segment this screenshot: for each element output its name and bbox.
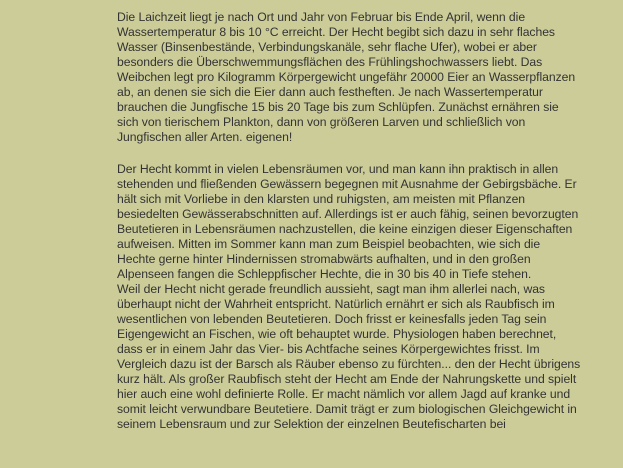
paragraph-2-line: Der Hecht kommt in vielen Lebensräumen vor, und man kann ihn praktisch in allen	[117, 162, 559, 176]
paragraph-2-line: dass er in einem Jahr das Vier- bis Achtfache seines Körpergewichtes frisst. Im	[117, 342, 540, 356]
paragraph-1-line: brauchen die Jungfische 15 bis 20 Tage bis zum Schlüpfen. Zunächst ernähren sie	[117, 100, 559, 114]
paragraph-1-line: ab, an denen sie sich die Eier dann auch festheften. Je nach Wassertemperatur	[117, 85, 543, 99]
paragraph-1-line: besonders die Überschwemmungsflächen des Frühlingshochwassers liebt. Das	[117, 55, 543, 69]
paragraph-2-line: somit leicht verwundbare Beutetiere. Damit trägt er zum biologischen Gleichgewicht in	[117, 402, 577, 416]
paragraph-2-line: wesentlichen von lebenden Beutetieren. Doch frisst er keinesfalls jeden Tag sein	[117, 312, 547, 326]
paragraph-2-line: hält sich mit Vorliebe in den klarsten und ruhigsten, am meisten mit Pflanzen	[117, 192, 526, 206]
paragraph-2-line: hier auch eine wohl definierte Rolle. Er macht nämlich vor allem Jagd auf kranke und	[117, 387, 571, 401]
paragraph-1-line: Wasser (Binsenbestände, Verbindungskanäle, sehr flache Ufer), wobei er aber	[117, 40, 537, 54]
paragraph-1-line: Weibchen legt pro Kilogramm Körpergewicht ungefähr 20000 Eier an Wasserpflanzen	[117, 70, 576, 84]
paragraph-2-line: stehenden und fließenden Gewässern begegnen mit Ausnahme der Gebirgsbäche. Er	[117, 177, 577, 191]
paragraph-2-line: besiedelten Gewässerabschnitten auf. Allerdings ist er auch fähig, seinen bevorzugten	[117, 207, 579, 221]
paragraph-1-line: Wassertemperatur 8 bis 10 °C erreicht. Der Hecht begibt sich dazu in sehr flaches	[117, 25, 555, 39]
paragraph-2-line: Vergleich dazu ist der Barsch als Räuber ebenso zu fürchten... den der Hecht übrigens	[117, 357, 581, 371]
paragraph-2-line: Alpenseen fangen die Schleppfischer Hechte, die in 30 bis 40 in Tiefe stehen.	[117, 267, 532, 281]
paragraph-2-line: kurz hält. Als großer Raubfisch steht der Hecht am Ende der Nahrungskette und spielt	[117, 372, 577, 386]
paragraph-1-line: sich von tierischem Plankton, dann von größeren Larven und schließlich von	[117, 115, 526, 129]
paragraph-1-line: Jungfischen aller Arten. eigenen!	[117, 130, 293, 144]
paragraph-2-line: überhaupt nicht der Wahrheit entspricht. Natürlich ernährt er sich als Raubfisch im	[117, 297, 555, 311]
paragraph-2-line: Eigengewicht an Fischen, wie oft behauptet wurde. Physiologen haben berechnet,	[117, 327, 557, 341]
paragraph-1-line: Die Laichzeit liegt je nach Ort und Jahr von Februar bis Ende April, wenn die	[117, 10, 526, 24]
paragraph-2-line: Beutetieren in Lebensräumen nachzustellen, die keine einzigen dieser Eigenschaften	[117, 222, 573, 236]
paragraph-2-line: Hechte gerne hinter Hindernissen stromabwärts aufhalten, und in den großen	[117, 252, 531, 266]
paragraph-2-line: seinem Lebensraum und zur Selektion der einzelnen Beutefischarten bei	[117, 417, 506, 431]
paragraph-2-line: aufweisen. Mitten im Sommer kann man zum Beispiel beobachten, wie sich die	[117, 237, 541, 251]
paragraph-2-line: Weil der Hecht nicht gerade freundlich aussieht, sagt man ihm allerlei nach, was	[117, 282, 545, 296]
